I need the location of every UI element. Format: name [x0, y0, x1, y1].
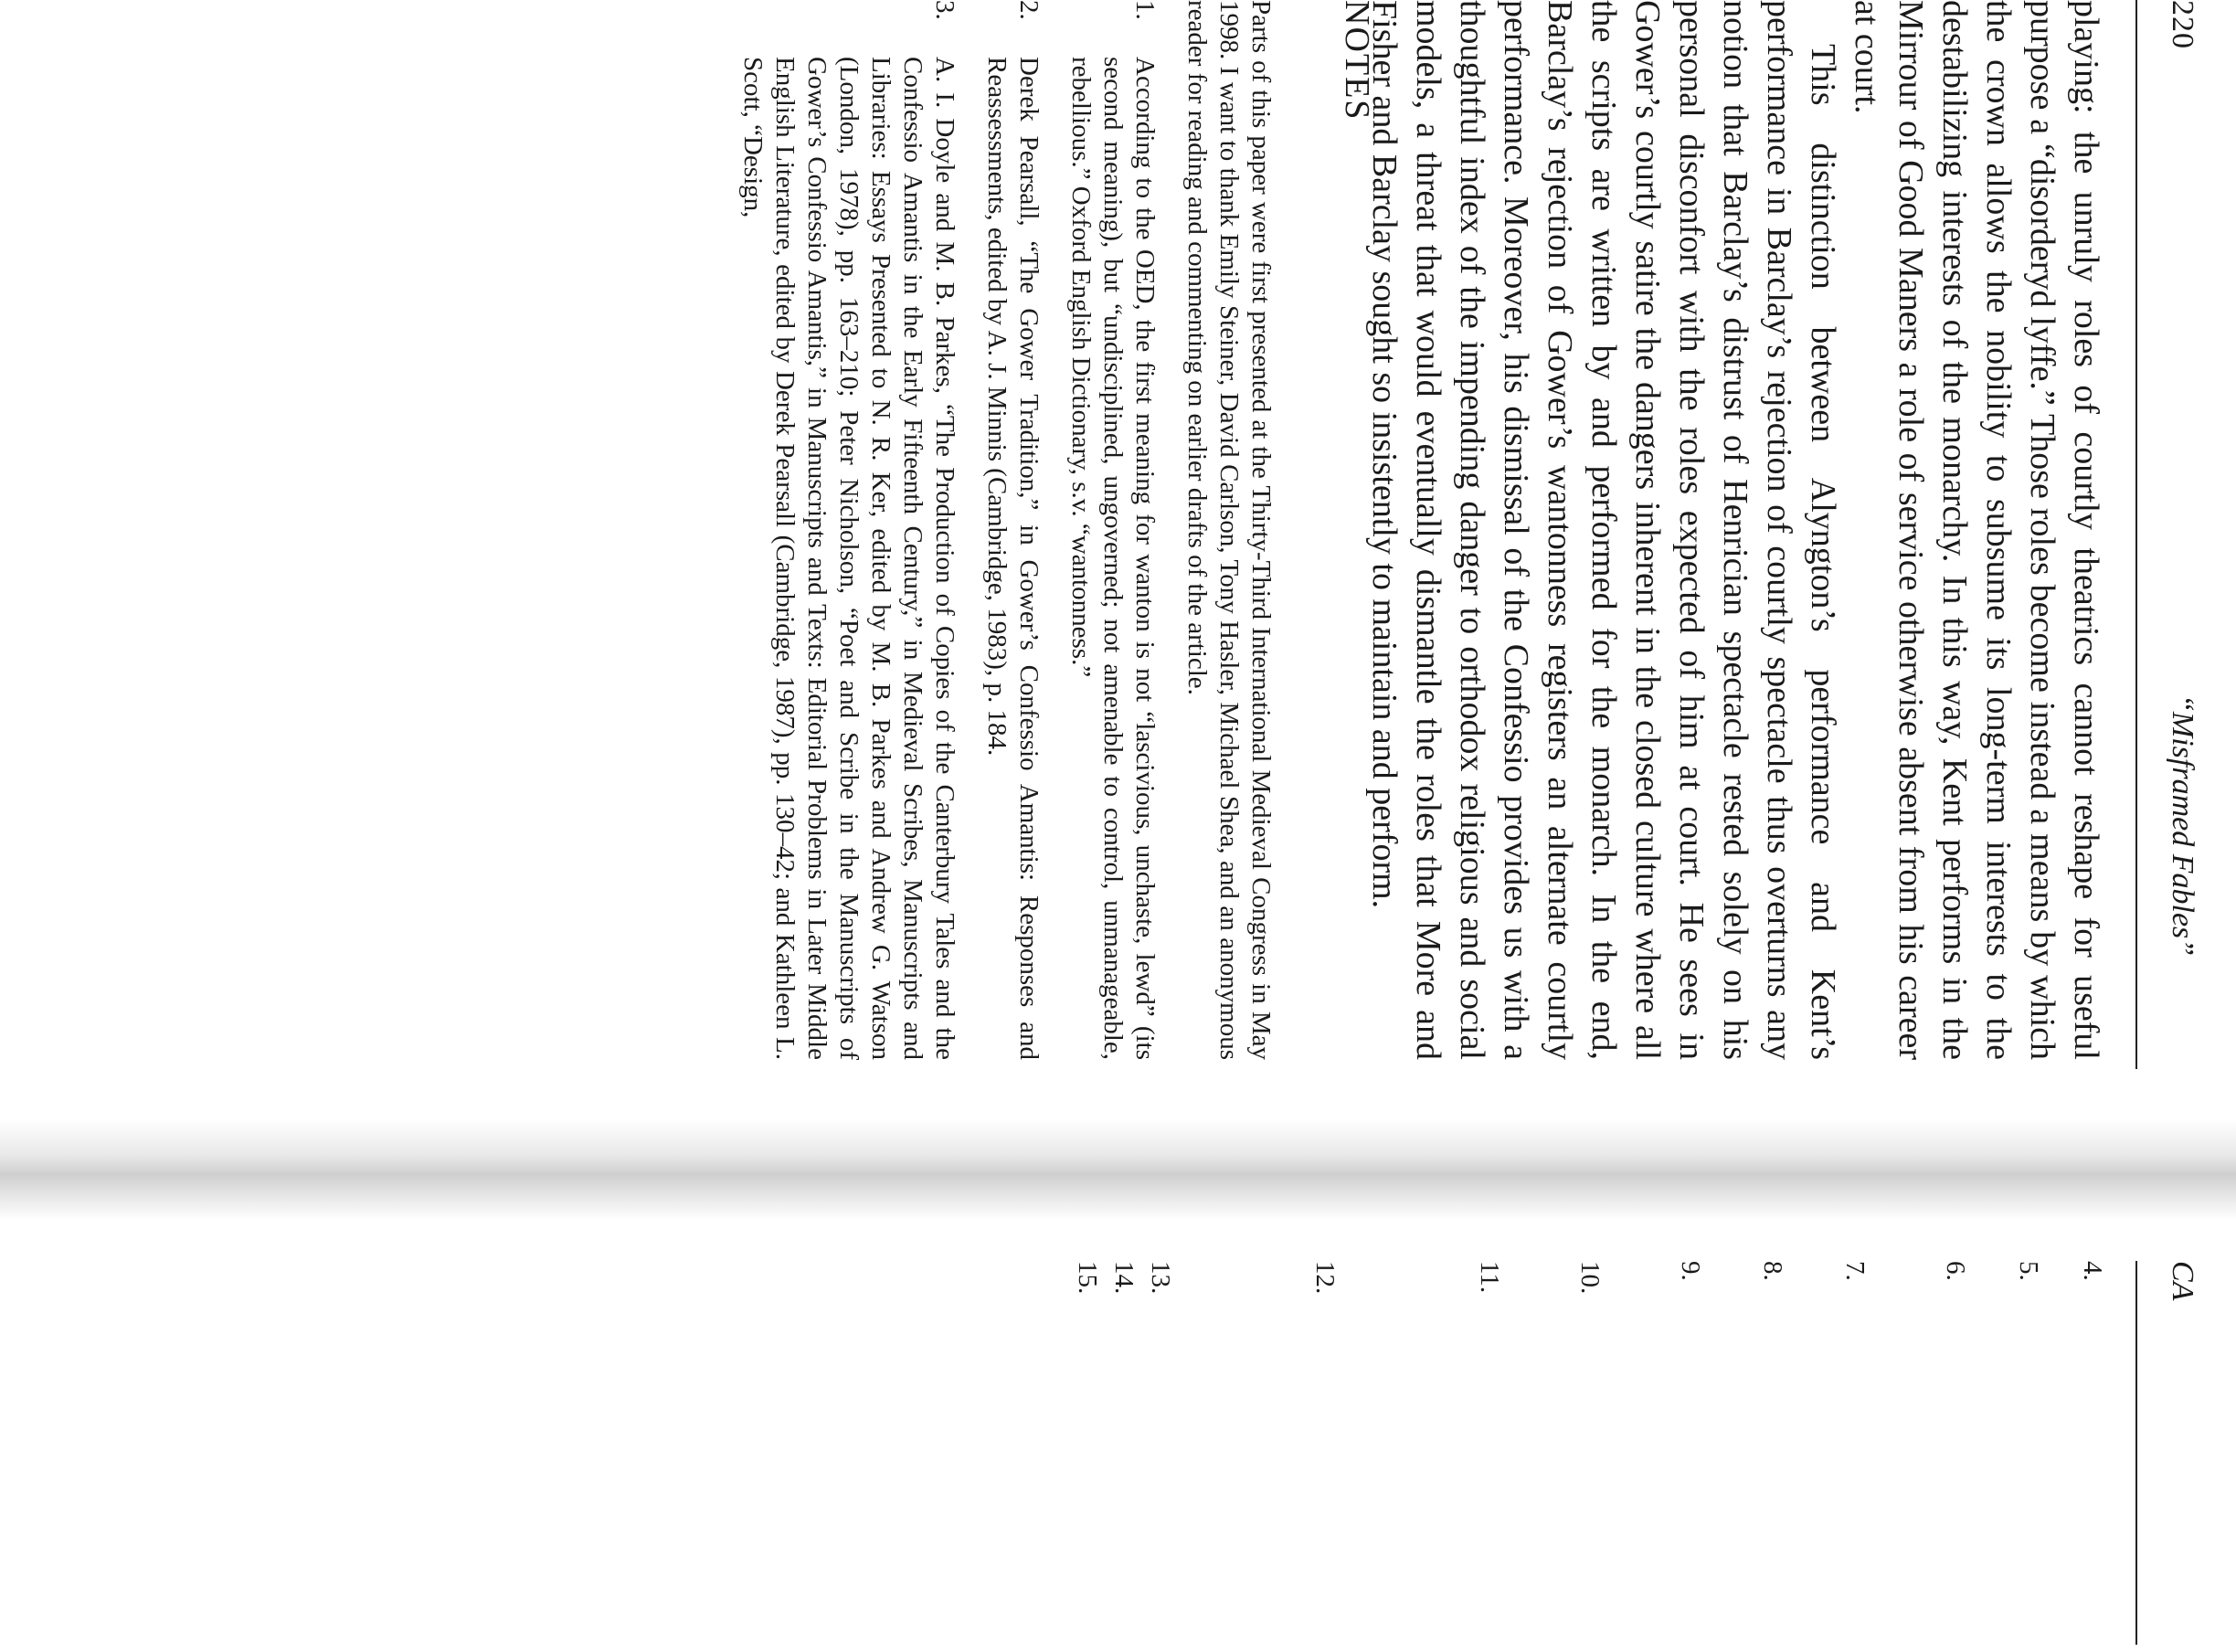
- right-running-head: CA: [2166, 1261, 2199, 1301]
- notes-heading: NOTES: [1338, 0, 1376, 122]
- header-rule: [2135, 0, 2137, 1069]
- running-head: “Misframed Fables”: [2166, 694, 2199, 957]
- book-gutter-shadow: [0, 1119, 2236, 1220]
- note-item: [737, 0, 960, 1060]
- note-number: 8.: [1758, 1261, 1787, 1281]
- note-number: 11.: [1475, 1261, 1504, 1294]
- notes-list: [716, 0, 1277, 1060]
- note-number: 5.: [2014, 1261, 2043, 1281]
- note-number: 6.: [1941, 1261, 1970, 1281]
- note-number: 3.: [930, 0, 959, 20]
- notes-intro: Parts of this paper were first presented at the Thirty-Third International Medieval Congress in May 1998. I want to thank Emily Steiner, David Carlson, Tony Hasler, Michael Shea, and an anonymous reader for reading and commenting on earlier drafts of the article.: [1182, 0, 1276, 1060]
- note-number: 12.: [1310, 1261, 1340, 1295]
- note-number: 7.: [1840, 1261, 1870, 1281]
- right-page: [0, 1261, 2236, 1645]
- note-number: 10.: [1575, 1261, 1605, 1295]
- note-number: 14.: [1109, 1261, 1139, 1295]
- note-number: 1.: [1130, 0, 1160, 20]
- note-item: [1065, 0, 1160, 1060]
- note-number: 2.: [1014, 0, 1044, 20]
- note-text: A. I. Doyle and M. B. Parkes, “The Production of Copies of the Canterbury Tales and the Confessio Amantis in the Early Fifteenth Century,” in Medieval Scribes, Manuscripts and Libraries: Essays Presented to N. R. Ker, edited by M. B. Parkes and Andrew G. Watson (London, 1978), pp. 163–210; Peter Nicholson, “Poet and Scribe in the Manuscripts of Gower’s Confessio Amantis,” in Manuscripts and Texts: Editorial Problems in Later Middle English Literature, edited by Derek Pearsall (Cambridge, 1987), pp. 130–42; and Kathleen L. Scott, “Design,: [738, 57, 959, 1060]
- body-text: [1362, 0, 2108, 1060]
- body-paragraph-2: This distinction between Alyngton’s performance and Kent’s performance in Barclay’s rejection of courtly spectacle thus overturns any notion that Barclay’s distrust of Henrician spectacle rested solely on his personal disconfort with the roles expected of him at court. He sees in Gower’s courtly satire the dangers inherent in the closed culture where all the scripts are written by and performed for the monarch. In the end, Barclay’s rejection of Gower’s wantonness registers an alternate courtly performance. Moreover, his dismissal of the Confessio provides us with a thoughtful index of the impending danger to orthodox religious and social models, a threat that would eventually dismantle the roles that More and Fisher and Barclay sought so insistently to maintain and perform.: [1365, 0, 1842, 1060]
- note-number: 4.: [2078, 1261, 2107, 1281]
- note-number: 9.: [1676, 1261, 1705, 1281]
- page-number: 220: [2166, 0, 2199, 49]
- note-number: 15.: [1073, 1261, 1102, 1295]
- note-item: [980, 0, 1044, 1060]
- note-number: 13.: [1146, 1261, 1175, 1295]
- body-paragraph-1: playing: the unruly roles of courtly theatrics cannot reshape for useful purpose a “disorderyd lyffe.” Those roles become instead a means by which the crown allows the nobility to subsume its long-term interests to the destabilizing interests of the monarchy. In this way, Kent performs in the Mirrour of Good Maners a role of service otherwise absent from his career at court.: [1848, 0, 2105, 1060]
- note-text: Derek Pearsall, “The Gower Tradition,” in Gower’s Confessio Amantis: Responses and Reassessments, edited by A. J. Minnis (Cambridge, 1983), p. 184.: [982, 57, 1044, 1060]
- right-header-rule: [2135, 1261, 2137, 1645]
- note-text: According to the OED, the first meaning for wanton is not “lascivious, unchaste, lewd” (its second meaning), but “undisciplined, ungoverned; not amenable to control, unmanageable, rebellious.” Oxford English Dictionary, s.v. “wantonness.”: [1066, 57, 1160, 1060]
